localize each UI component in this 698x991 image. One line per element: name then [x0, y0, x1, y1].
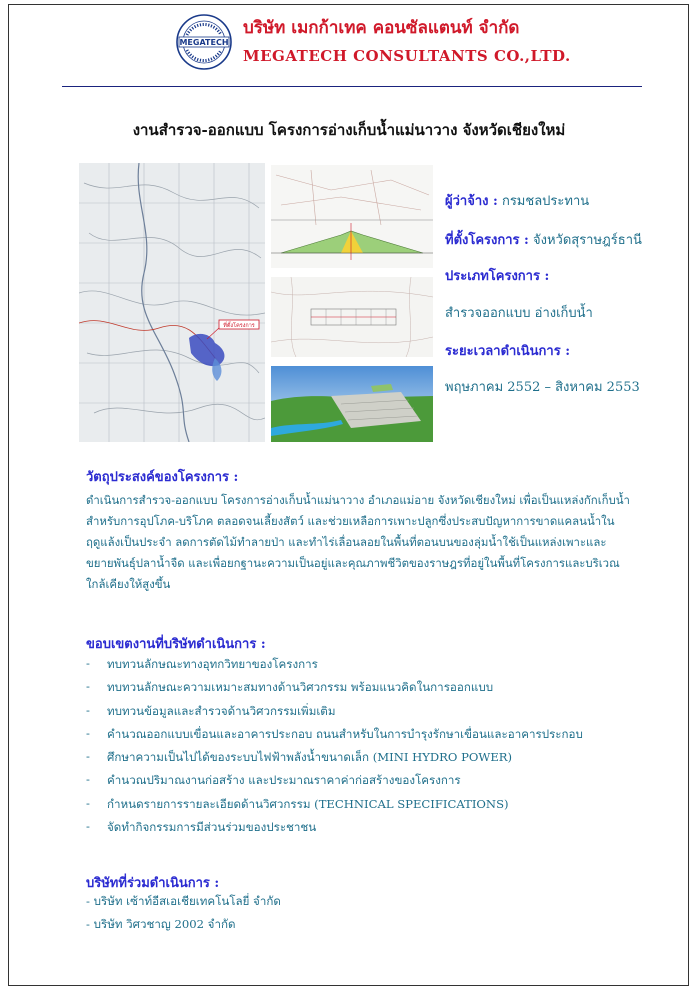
logo-text: MEGATECH: [179, 38, 229, 47]
client-value: กรมชลประทาน: [497, 194, 590, 209]
objective-line: ใกล้เคียงให้สูงขึ้น: [86, 577, 171, 591]
list-item: - ศึกษาความเป็นไปได้ของระบบไฟฟ้าพลังน้ำขนาดเล็ก (MINI HYDRO POWER): [86, 749, 513, 765]
partners-list: [86, 893, 281, 939]
project-title: งานสำรวจ-ออกแบบ โครงการอ่างเก็บน้ำแม่นาวาง จังหวัดเชียงใหม่: [132, 121, 566, 139]
partners-heading: บริษัทที่ร่วมดำเนินการ :: [86, 876, 220, 891]
list-item: - ทบทวนลักษณะทางอุทกวิทยาของโครงการ: [86, 656, 318, 671]
project-location-map: [79, 163, 265, 442]
scope-list: [86, 656, 676, 842]
dam-3d-rendering: [271, 366, 433, 442]
objective-heading: วัตถุประสงค์ของโครงการ :: [86, 470, 239, 485]
objective-line: สำหรับการอุปโภค-บริโภค ตลอดจนเลี้ยงสัตว์ และช่วยเหลือการเพาะปลูกซึ่งประสบปัญหาการขาดแคลนน้ำใน: [86, 514, 615, 528]
location-label: ที่ตั้งโครงการ :: [445, 233, 529, 248]
list-item: - คำนวณปริมาณงานก่อสร้าง และประมาณราคาค่าก่อสร้างของโครงการ: [86, 772, 461, 788]
list-item: - จัดทำกิจกรรมการมีส่วนร่วมของประชาชน: [86, 819, 317, 835]
list-item: - กำหนดรายการรายละเอียดด้านวิศวกรรม (TECHNICAL SPECIFICATIONS): [86, 795, 509, 811]
client-row: [445, 190, 589, 211]
client-label: ผู้ว่าจ้าง :: [445, 194, 498, 209]
company-name-english: MEGATECH CONSULTANTS CO.,LTD.: [243, 47, 571, 65]
list-item: - บริษัท เซ้าท์อีสเอเชียเทคโนโลยี่ จำกัด: [86, 894, 281, 908]
list-item: - ทบทวนข้อมูลและสำรวจด้านวิศวกรรมเพิ่มเติม: [86, 702, 336, 718]
scope-heading: ขอบเขตงานที่บริษัทดำเนินการ :: [86, 637, 266, 652]
map-location-label: ที่ตั้งโครงการ: [223, 323, 255, 329]
period-value: พฤษภาคม 2552 – สิงหาคม 2553: [445, 380, 640, 395]
objective-paragraph: [86, 490, 666, 595]
period-label: ระยะเวลาดำเนินการ :: [445, 344, 571, 359]
location-value: จังหวัดสุราษฎร์ธานี: [528, 233, 642, 248]
header-divider: [62, 86, 642, 87]
objective-line: ฤดูแล้งเป็นประจำ ลดการตัดไม้ทำลายป่า และทำไร่เลื่อนลอยในพื้นที่ตอนบนของลุ่มน้ำใช้เป็นแหล่งเพาะและ: [86, 535, 607, 549]
location-row: [445, 229, 642, 250]
project-type-value: สำรวจออกแบบ อ่างเก็บน้ำ: [445, 306, 593, 321]
list-item: - บริษัท วิศวชาญ 2002 จำกัด: [86, 917, 236, 931]
spillway-plan-drawing: [271, 277, 433, 357]
company-name-thai: บริษัท เมกก้าเทค คอนซัลแตนท์ จำกัด: [243, 18, 520, 38]
objective-line: ดำเนินการสำรวจ-ออกแบบ โครงการอ่างเก็บน้ำแม่นาวาง อำเภอแม่อาย จังหวัดเชียงใหม่ เพื่อเป็นแหล่งกักเก็บน้ำ: [86, 493, 630, 507]
dam-plan-section-drawing: [271, 165, 433, 268]
objective-line: ขยายพันธุ์ปลาน้ำจืด และเพื่อยกฐานะความเป็นอยู่และคุณภาพชีวิตของราษฎรที่อยู่ในพื้นที่โครงการและบริเวณ: [86, 556, 620, 570]
list-item: - คำนวณออกแบบเขื่อนและอาคารประกอบ ถนนสำหรับในการบำรุงรักษาเขื่อนและอาคารประกอบ: [86, 725, 583, 741]
megatech-logo: [175, 13, 233, 71]
project-type-label: ประเภทโครงการ :: [445, 269, 550, 284]
list-item: - ทบทวนลักษณะความเหมาะสมทางด้านวิศวกรรม พร้อมแนวคิดในการออกแบบ: [86, 679, 494, 695]
